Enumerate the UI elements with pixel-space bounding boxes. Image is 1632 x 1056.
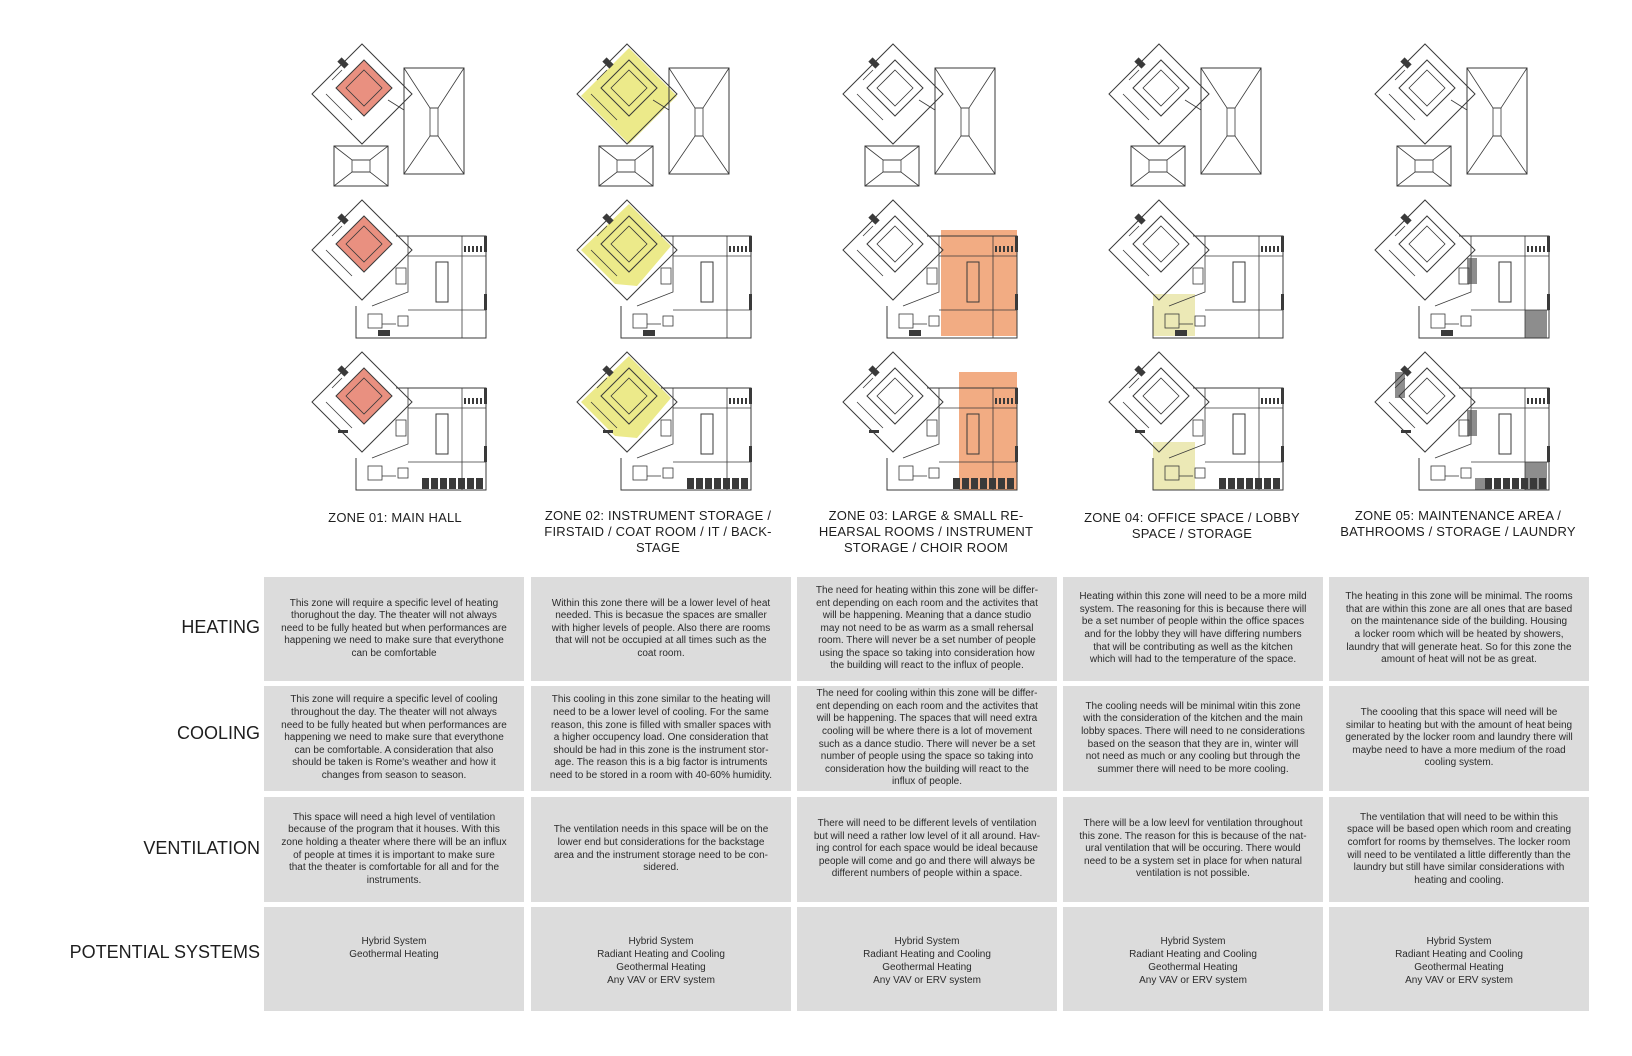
plan-zone-1-level-1 bbox=[312, 44, 464, 186]
plan-zone-4-level-3 bbox=[1109, 352, 1284, 490]
heating-cell-zone-03: The need for heating within this zone will be differ- ent depending on each room and the activites that will be happening. Meaning that a dance studio may not need to be as warm as a small rehersal room. There will never be a set number of people using the space so taking into consideration how the building will react to the influx of people. bbox=[797, 577, 1057, 681]
plan-zone-2-level-2 bbox=[577, 200, 752, 338]
ventilation-cell-zone-03: There will need to be different levels of ventilation but will need a rather low level of it all around. Hav- ing control for each space would be ideal because people will come and go and there will always be different numbers of people within a space. bbox=[797, 797, 1057, 902]
row-label-heating: HEATING bbox=[181, 617, 260, 637]
cooling-cell-zone-02: This cooling in this zone similar to the heating will need to be a lower level of cooling. For the same reason, this zone is filled with smaller spaces with a higher occupency load. One consideration that should be had in this zone is the instrument stor- age. The reason this is a big factor is intruments need to be stored in a room with 40-60% humidity. bbox=[531, 686, 791, 791]
plan-zone-2-level-3 bbox=[577, 352, 752, 490]
heating-cell-zone-02: Within this zone there will be a lower level of heat needed. This is becasue the spaces are smaller with higher levels of people. Also there are rooms that will not be occupied at all times such as the coat room. bbox=[531, 577, 791, 681]
cooling-cell-zone-03: The need for cooling within this zone will be differ- ent depending on each room and the activites that will be happening. The spaces that will need extra cooling will be where there is a lot of movement such as a dance studio. There will never be a set number of people using the space so taking into consideration how the building will react to the influx of people. bbox=[797, 686, 1057, 791]
zone-04-title: ZONE 04: OFFICE SPACE / LOBBY SPACE / STORAGE bbox=[1084, 510, 1300, 541]
zone-02-title: ZONE 02: INSTRUMENT STORAGE / FIRSTAID / COAT ROOM / IT / BACK- STAGE bbox=[544, 508, 772, 555]
plan-zone-3-level-1 bbox=[843, 44, 995, 186]
row-label-potential-systems: POTENTIAL SYSTEMS bbox=[69, 942, 260, 962]
zone-01-title: ZONE 01: MAIN HALL bbox=[328, 510, 462, 525]
floor-plan-diagrams bbox=[0, 0, 1632, 520]
plan-zone-1-level-3 bbox=[312, 352, 487, 490]
systems-cell-zone-03: Hybrid System Radiant Heating and Cooling Geothermal Heating Any VAV or ERV system bbox=[797, 907, 1057, 1011]
ventilation-cell-zone-04: There will be a low leevl for ventilation throughout this zone. The reason for this is because of the nat- ural ventilation that will be occuring. There would need to be a system set in place for when natural ventilation is not possible. bbox=[1063, 797, 1323, 902]
cooling-cell-zone-05: The coooling that this space will need will be similar to heating but with the amount of heat being generated by the locker room and laundry there will maybe need to have a more medium of the road cooling system. bbox=[1329, 686, 1589, 791]
zone-03-title: ZONE 03: LARGE & SMALL RE- HEARSAL ROOMS / INSTRUMENT STORAGE / CHOIR ROOM bbox=[818, 508, 1034, 555]
cooling-cell-zone-04: The cooling needs will be minimal witin this zone with the consideration of the kitchen and the main lobby spaces. There will need to ne considerations based on the season that they are in, winter will not need as much or any cooling but through the summer there will need to be more cooling. bbox=[1063, 686, 1323, 791]
systems-cell-zone-02: Hybrid System Radiant Heating and Cooling Geothermal Heating Any VAV or ERV system bbox=[531, 907, 791, 1011]
heating-cell-zone-05: The heating in this zone will be minimal. The rooms that are within this zone are all ones that are based on the maintenance side of the building. Housing a locker room which will be heated by showers, laundry that will generate heat. So for this zone the amount of heat will not be as great. bbox=[1329, 577, 1589, 681]
systems-cell-zone-04: Hybrid System Radiant Heating and Cooling Geothermal Heating Any VAV or ERV system bbox=[1063, 907, 1323, 1011]
row-label-ventilation: VENTILATION bbox=[143, 838, 260, 858]
heating-cell-zone-01: This zone will require a specific level of heating thorughout the day. The theater will not always need to be fully heated but when performances are happening we need to make sure that everythone can be comfortable bbox=[264, 577, 524, 681]
plan-zone-5-level-1 bbox=[1375, 44, 1527, 186]
plan-zone-2-level-1 bbox=[577, 44, 729, 186]
cooling-cell-zone-01: This zone will require a specific level of cooling throughout the day. The theater will not always need to be fully heated but when performances are happening we need to make sure that everythone can be comfortable. A consideration that also should be taken is Rome's weather and how it changes from season to season. bbox=[264, 686, 524, 791]
zone-05-title: ZONE 05: MAINTENANCE AREA / BATHROOMS / STORAGE / LAUNDRY bbox=[1340, 508, 1576, 539]
row-label-cooling: COOLING bbox=[176, 723, 260, 743]
ventilation-cell-zone-05: The ventilation that will need to be within this space will be based open which room and creating comfort for rooms by themselves. The locker room will need to be ventilated a little differently than the laundry but still have similar considerations with heating and cooling. bbox=[1329, 797, 1589, 902]
plan-zone-3-level-3 bbox=[843, 352, 1018, 490]
plan-zone-4-level-1 bbox=[1109, 44, 1261, 186]
heating-cell-zone-04: Heating within this zone will need to be a more mild system. The reasoning for this is because there will be a set number of people within the office spaces and for the lobby they will have differing numbers that will be contributing as well as the kitchen which will had to the temperature of the space. bbox=[1063, 577, 1323, 681]
plan-zone-4-level-2 bbox=[1109, 200, 1284, 338]
plan-zone-1-level-2 bbox=[312, 200, 487, 338]
plan-zone-5-level-2 bbox=[1375, 200, 1550, 338]
systems-cell-zone-01: Hybrid System Geothermal Heating bbox=[264, 907, 524, 1011]
ventilation-cell-zone-02: The ventilation needs in this space will be on the lower end but considerations for the backstage area and the instrument storage need to be con- sidered. bbox=[531, 797, 791, 902]
plan-zone-5-level-3 bbox=[1375, 352, 1550, 490]
systems-cell-zone-05: Hybrid System Radiant Heating and Cooling Geothermal Heating Any VAV or ERV system bbox=[1329, 907, 1589, 1011]
plan-zone-3-level-2 bbox=[843, 200, 1018, 338]
ventilation-cell-zone-01: This space will need a high level of ventilation because of the program that it houses. With this zone holding a theater where there will be an influx of people at times it is important to make sure that the theater is comfortable for all and for the instruments. bbox=[264, 797, 524, 902]
